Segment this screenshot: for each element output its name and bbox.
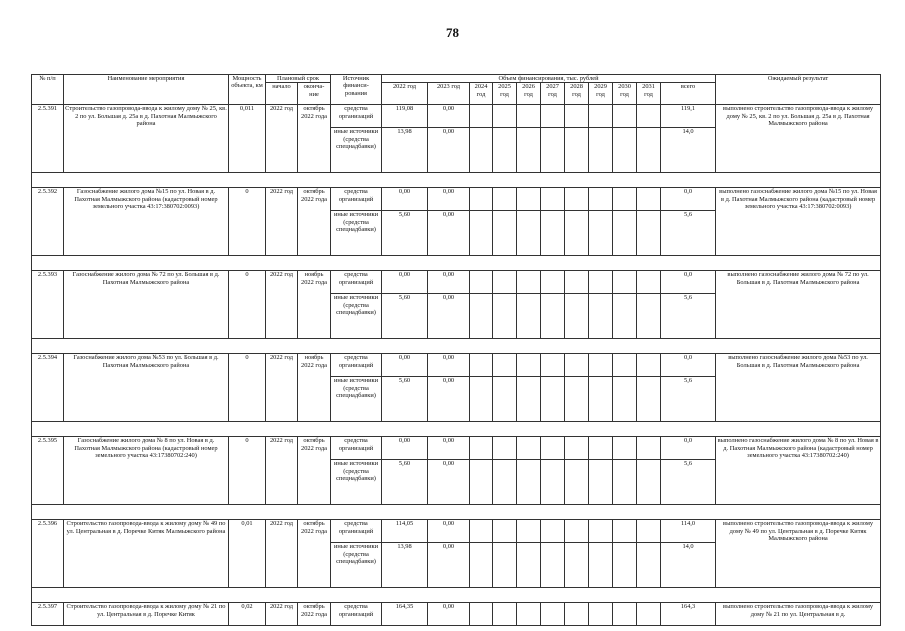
year-empty-cell [470,460,493,505]
start-date: 2022 год [266,105,298,173]
end-date: октябрь 2022 года [298,437,331,505]
funding-source: средства организаций [331,520,382,543]
row-number: 2.5.395 [32,437,64,505]
value-2023: 0,00 [428,377,470,422]
year-empty-cell [565,105,589,128]
year-empty-cell [565,128,589,173]
value-2023: 0,00 [428,294,470,339]
year-empty-cell [565,520,589,543]
header-source: Источник финанси- рования [331,75,382,105]
value-2022: 114,05 [382,520,428,543]
row-spacer [32,588,881,603]
capacity: 0 [229,437,266,505]
capacity: 0,02 [229,603,266,626]
expected-result: выполнено строительство газопровода-ввода к жилому дому № 21 по ул. Центральная в д. [716,603,881,626]
header-2031: 2031 год [637,83,661,105]
value-total: 5,6 [661,211,716,256]
year-empty-cell [493,294,517,339]
value-total: 164,3 [661,603,716,626]
header-result: Ожидаемый результат [716,75,881,105]
year-empty-cell [565,543,589,588]
year-empty-cell [517,460,541,505]
capacity: 0 [229,354,266,422]
row-spacer [32,422,881,437]
year-empty-cell [637,188,661,211]
year-empty-cell [613,105,637,128]
end-date: ноябрь 2022 года [298,271,331,339]
table-row [32,437,881,460]
header-plan-term: Плановый срок [266,75,331,83]
year-empty-cell [613,377,637,422]
start-date: 2022 год [266,271,298,339]
year-empty-cell [589,354,613,377]
year-empty-cell [613,211,637,256]
start-date: 2022 год [266,188,298,256]
capacity: 0,01 [229,520,266,588]
funding-source: средства организаций [331,105,382,128]
spacer-cell [32,339,881,354]
year-empty-cell [613,437,637,460]
end-date: октябрь 2022 года [298,603,331,626]
year-empty-cell [613,294,637,339]
year-empty-cell [637,354,661,377]
header-2030: 2030 год [613,83,637,105]
row-spacer [32,505,881,520]
funding-source: иные источники (средства спецнадбавки) [331,294,382,339]
header-2022: 2022 год [382,83,428,105]
row-number: 2.5.396 [32,520,64,588]
year-empty-cell [589,271,613,294]
end-date: октябрь 2022 года [298,105,331,173]
value-2022: 5,60 [382,377,428,422]
funding-source: иные источники (средства спецнадбавки) [331,543,382,588]
year-empty-cell [541,354,565,377]
year-empty-cell [470,354,493,377]
value-total: 0,0 [661,188,716,211]
year-empty-cell [613,603,637,626]
year-empty-cell [493,105,517,128]
value-total: 5,6 [661,460,716,505]
year-empty-cell [470,377,493,422]
year-empty-cell [613,128,637,173]
value-total: 5,6 [661,294,716,339]
year-empty-cell [613,543,637,588]
year-empty-cell [470,603,493,626]
value-2023: 0,00 [428,437,470,460]
funding-source: иные источники (средства спецнадбавки) [331,128,382,173]
year-empty-cell [637,128,661,173]
year-empty-cell [589,211,613,256]
year-empty-cell [565,377,589,422]
table-row [32,271,881,294]
funding-source: средства организаций [331,271,382,294]
year-empty-cell [517,105,541,128]
header-2027: 2027 год [541,83,565,105]
year-empty-cell [517,128,541,173]
expected-result: выполнено газоснабжение жилого дома №15 по ул. Новая в д. Пахотная Малмыжского района (кадастровый номер земельного участка 43:17:380702:0093) [716,188,881,256]
value-2023: 0,00 [428,105,470,128]
year-empty-cell [565,271,589,294]
year-empty-cell [517,377,541,422]
year-empty-cell [637,377,661,422]
value-total: 0,0 [661,354,716,377]
value-2023: 0,00 [428,271,470,294]
year-empty-cell [637,520,661,543]
value-2023: 0,00 [428,460,470,505]
measure-name: Газоснабжение жилого дома № 8 по ул. Новая в д. Пахотная Малмыжского района (кадастровый номер земельного участка 43:17380702:240) [64,437,229,505]
row-spacer [32,173,881,188]
year-empty-cell [613,354,637,377]
year-empty-cell [470,294,493,339]
header-no: № п/п [32,75,64,105]
value-2023: 0,00 [428,128,470,173]
row-number: 2.5.391 [32,105,64,173]
year-empty-cell [565,437,589,460]
measure-name: Газоснабжение жилого дома №15 по ул. Новая в д. Пахотная Малмыжского района (кадастровый номер земельного участка 43:17:380702:0093) [64,188,229,256]
row-number: 2.5.392 [32,188,64,256]
year-empty-cell [541,105,565,128]
year-empty-cell [589,460,613,505]
year-empty-cell [517,354,541,377]
year-empty-cell [565,354,589,377]
value-2022: 5,60 [382,294,428,339]
year-empty-cell [493,520,517,543]
header-funding: Объем финансирования, тыс. рублей [382,75,716,83]
value-2022: 13,98 [382,128,428,173]
table-row [32,520,881,543]
end-date: октябрь 2022 года [298,520,331,588]
year-empty-cell [517,543,541,588]
year-empty-cell [517,603,541,626]
year-empty-cell [517,294,541,339]
value-total: 119,1 [661,105,716,128]
value-2022: 164,35 [382,603,428,626]
header-2023: 2023 год [428,83,470,105]
year-empty-cell [541,188,565,211]
row-number: 2.5.393 [32,271,64,339]
table-row [32,105,881,128]
row-number: 2.5.397 [32,603,64,626]
year-empty-cell [493,271,517,294]
header-name: Наименование мероприятия [64,75,229,105]
year-empty-cell [565,603,589,626]
header-2028: 2028 год [565,83,589,105]
header-2025: 2025 год [493,83,517,105]
year-empty-cell [613,188,637,211]
year-empty-cell [541,520,565,543]
header-2029: 2029 год [589,83,613,105]
year-empty-cell [589,437,613,460]
year-empty-cell [470,271,493,294]
value-total: 0,0 [661,437,716,460]
spacer-cell [32,422,881,437]
year-empty-cell [541,543,565,588]
value-2023: 0,00 [428,603,470,626]
year-empty-cell [637,271,661,294]
value-2022: 0,00 [382,188,428,211]
year-empty-cell [493,188,517,211]
header-2026: 2026 год [517,83,541,105]
table-row [32,603,881,626]
year-empty-cell [637,460,661,505]
year-empty-cell [541,128,565,173]
expected-result: выполнено строительство газопровода-ввода к жилому дому № 49 по ул. Центральная в д. Поречке Китяк Малмыжского района [716,520,881,588]
row-spacer [32,256,881,271]
funding-source: средства организаций [331,437,382,460]
measure-name: Газоснабжение жилого дома №53 по ул. Большая в д. Пахотная Малмыжского района [64,354,229,422]
capacity: 0 [229,271,266,339]
year-empty-cell [517,520,541,543]
year-empty-cell [589,105,613,128]
funding-source: средства организаций [331,188,382,211]
year-empty-cell [613,520,637,543]
value-total: 5,6 [661,377,716,422]
year-empty-cell [613,271,637,294]
expected-result: выполнено строительство газопровода-ввода к жилому дому № 25, кв. 2 по ул. Большая д. 25а в д. Пахотная Малмыжского района [716,105,881,173]
funding-source: средства организаций [331,354,382,377]
spacer-cell [32,588,881,603]
year-empty-cell [470,105,493,128]
year-empty-cell [637,211,661,256]
year-empty-cell [589,128,613,173]
measure-name: Газоснабжение жилого дома № 72 по ул. Большая в д. Пахотная Малмыжского района [64,271,229,339]
year-empty-cell [637,603,661,626]
year-empty-cell [541,211,565,256]
year-empty-cell [517,188,541,211]
value-2022: 5,60 [382,211,428,256]
funding-source: средства организаций [331,603,382,626]
year-empty-cell [470,211,493,256]
value-total: 0,0 [661,271,716,294]
start-date: 2022 год [266,520,298,588]
header-2024: 2024 год [470,83,493,105]
measure-name: Строительство газопровода-ввода к жилому дому № 49 по ул. Центральная в д. Поречке Китяк Малмыжского района [64,520,229,588]
value-total: 114,0 [661,520,716,543]
year-empty-cell [589,603,613,626]
year-empty-cell [565,460,589,505]
year-empty-cell [470,543,493,588]
funding-source: иные источники (средства спецнадбавки) [331,211,382,256]
year-empty-cell [565,211,589,256]
year-empty-cell [493,211,517,256]
header-total: всего [661,83,716,105]
year-empty-cell [589,188,613,211]
header-capacity: Мощность объекта, км [229,75,266,105]
year-empty-cell [637,294,661,339]
value-2023: 0,00 [428,543,470,588]
value-2022: 0,00 [382,271,428,294]
year-empty-cell [589,543,613,588]
value-2022: 13,98 [382,543,428,588]
year-empty-cell [565,294,589,339]
year-empty-cell [589,377,613,422]
year-empty-cell [637,543,661,588]
year-empty-cell [589,520,613,543]
year-empty-cell [493,354,517,377]
year-empty-cell [517,211,541,256]
year-empty-cell [637,437,661,460]
value-2023: 0,00 [428,520,470,543]
start-date: 2022 год [266,354,298,422]
year-empty-cell [493,460,517,505]
year-empty-cell [541,460,565,505]
spacer-cell [32,173,881,188]
year-empty-cell [541,294,565,339]
expected-result: выполнено газоснабжение жилого дома № 8 по ул. Новая в д. Пахотная Малмыжского района (кадастровый номер земельного участка 43:17380702:240) [716,437,881,505]
capacity: 0 [229,188,266,256]
expected-result: выполнено газоснабжение жилого дома № 72 по ул. Большая в д. Пахотная Малмыжского района [716,271,881,339]
spacer-cell [32,505,881,520]
value-2022: 5,60 [382,460,428,505]
value-2022: 0,00 [382,437,428,460]
row-number: 2.5.394 [32,354,64,422]
value-2023: 0,00 [428,354,470,377]
year-empty-cell [517,437,541,460]
value-2023: 0,00 [428,188,470,211]
year-empty-cell [517,271,541,294]
value-2022: 0,00 [382,354,428,377]
year-empty-cell [493,603,517,626]
year-empty-cell [470,437,493,460]
year-empty-cell [589,294,613,339]
header-row-1 [32,75,881,83]
year-empty-cell [565,188,589,211]
year-empty-cell [541,603,565,626]
funding-source: иные источники (средства спецнадбавки) [331,377,382,422]
header-start: начало [266,83,298,105]
value-total: 14,0 [661,543,716,588]
measure-name: Строительство газопровода-ввода к жилому дому № 21 по ул. Центральная в д. Поречке Китяк [64,603,229,626]
measure-name: Строительство газопровода-ввода к жилому дому № 25, кв. 2 по ул. Большая д. 25а в д. Пахотная Малмыжского района [64,105,229,173]
table-row [32,188,881,211]
end-date: ноябрь 2022 года [298,354,331,422]
start-date: 2022 год [266,603,298,626]
end-date: октябрь 2022 года [298,188,331,256]
page-number: 78 [446,25,459,40]
year-empty-cell [637,105,661,128]
row-spacer [32,339,881,354]
year-empty-cell [470,188,493,211]
value-2023: 0,00 [428,211,470,256]
year-empty-cell [493,543,517,588]
year-empty-cell [541,377,565,422]
year-empty-cell [541,437,565,460]
year-empty-cell [470,520,493,543]
start-date: 2022 год [266,437,298,505]
year-empty-cell [613,460,637,505]
year-empty-cell [493,377,517,422]
year-empty-cell [470,128,493,173]
value-2022: 119,08 [382,105,428,128]
year-empty-cell [493,128,517,173]
funding-source: иные источники (средства спецнадбавки) [331,460,382,505]
spacer-cell [32,256,881,271]
funding-table [31,74,881,626]
header-end: оконча- ние [298,83,331,105]
value-total: 14,0 [661,128,716,173]
year-empty-cell [541,271,565,294]
table-row [32,354,881,377]
year-empty-cell [493,437,517,460]
expected-result: выполнено газоснабжение жилого дома №53 по ул. Большая в д. Пахотная Малмыжского района [716,354,881,422]
capacity: 0,011 [229,105,266,173]
